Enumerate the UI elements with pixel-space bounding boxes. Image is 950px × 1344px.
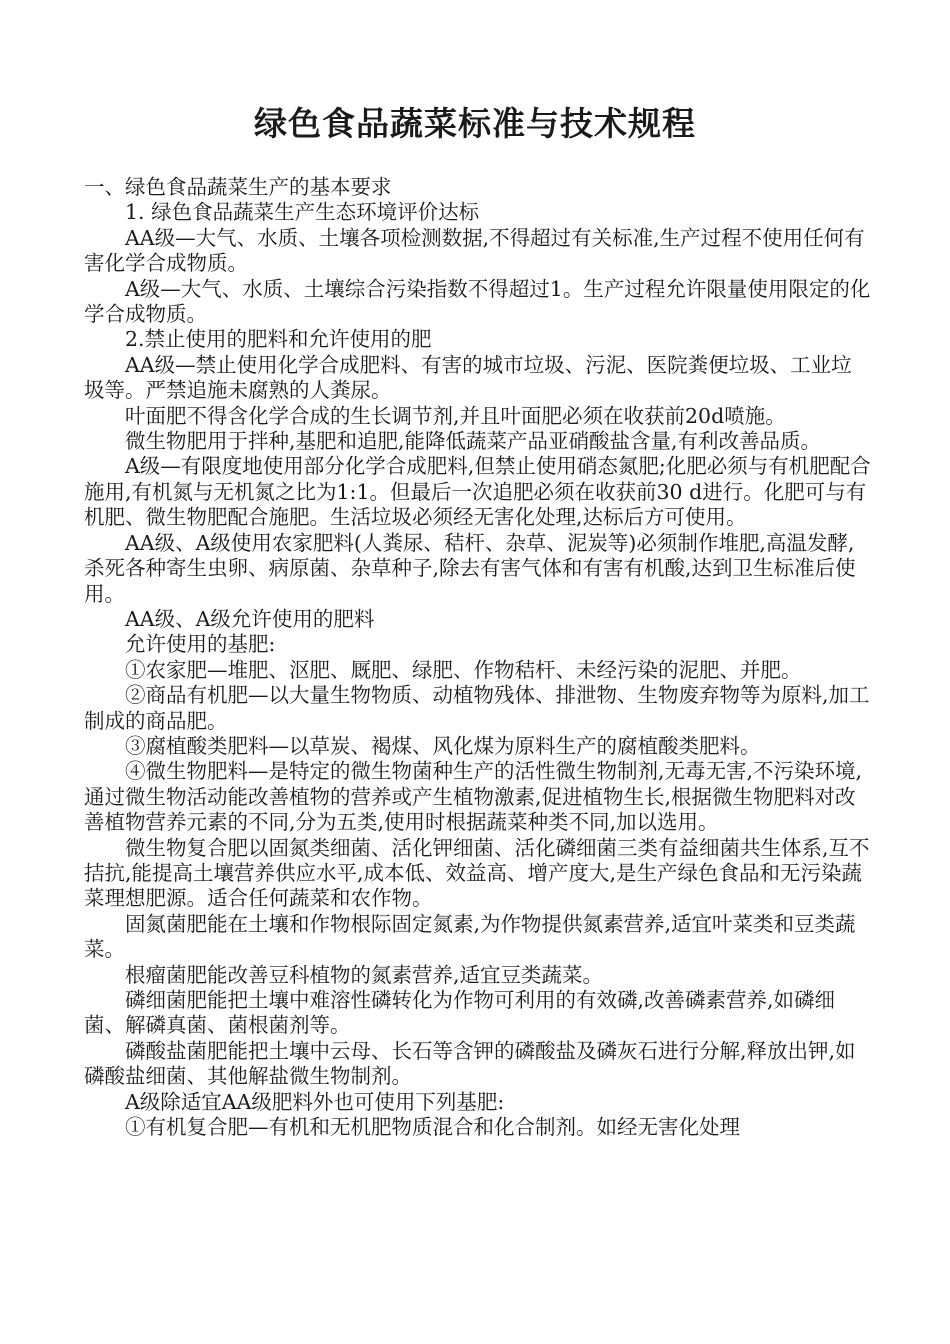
paragraph: ①有机复合肥—有机和无机肥物质混合和化合制剂。如经无害化处理 [125,1115,740,1140]
paragraph: 磷细菌肥能把土壤中难溶性磷转化为作物可利用的有效磷,改善磷素营养,如磷细菌、解磷真菌、菌根菌剂等。 [84,988,836,1038]
paragraph: ①农家肥—堆肥、沤肥、厩肥、绿肥、作物秸杆、未经污染的泥肥、并肥。 [125,657,802,682]
paragraph: 微生物肥用于拌种,基肥和追肥,能降低蔬菜产品亚硝酸盐含量,有利改善品质。 [125,429,822,454]
paragraph: ④微生物肥料—是特定的微生物菌种生产的活性微生物制剂,无毒无害,不污染环境,通过微生物活动能改善植物的营养或产生植物激素,促进植物生长,根据微生物肥料对改善植物营养元素的不同,分为五类,使用时根据蔬菜种类不同,加以选用。 [84,759,863,835]
paragraph: A级—有限度地使用部分化学合成肥料,但禁止使用硝态氮肥;化肥必须与有机肥配合施用,有机氮与无机氮之比为1:1。但最后一次追肥必须在收获前30 d进行。化肥可与有机肥、微生物肥配合施肥。生活垃圾必须经无害化处理,达标后方可使用。 [84,454,871,530]
paragraph: A级—大气、水质、土壤综合污染指数不得超过1。生产过程允许限量使用限定的化学合成物质。 [84,276,871,327]
document-body [84,175,872,1140]
paragraph: AA级、A级允许使用的肥料 [125,606,375,631]
paragraph: 固氮菌肥能在土壤和作物根际固定氮素,为作物提供氮素营养,适宜叶菜类和豆类蔬菜。 [84,911,856,962]
paragraph: 2.禁止使用的肥料和允许使用的肥 [125,327,432,352]
paragraph: 微生物复合肥以固氮类细菌、活化钾细菌、活化磷细菌三类有益细菌共生体系,互不拮抗,能提高土壤营养供应水平,成本低、效益高、增产度大,是生产绿色食品和无污染蔬菜理想肥源。适合任何蔬菜和农作物。 [84,835,870,911]
paragraph: 叶面肥不得含化学合成的生长调节剂,并且叶面肥必须在收获前20d喷施。 [125,403,786,428]
paragraph: ②商品有机肥—以大量生物物质、动植物残体、排泄物、生物废弃物等为原料,加工制成的商品肥。 [84,683,870,733]
paragraph: 1. 绿色食品蔬菜生产生态环境评价达标 [125,200,480,225]
paragraph: AA级—禁止使用化学合成肥料、有害的城市垃圾、污泥、医院粪便垃圾、工业垃圾等。严禁追施未腐熟的人粪尿。 [84,352,852,403]
paragraph: 磷酸盐菌肥能把土壤中云母、长石等含钾的磷酸盐及磷灰石进行分解,释放出钾,如磷酸盐细菌、其他解盐微生物制剂。 [84,1038,856,1089]
paragraph: 一、绿色食品蔬菜生产的基本要求 [84,175,392,199]
document-title: 绿色食品蔬菜标准与技术规程 [254,104,696,143]
paragraph: 根瘤菌肥能改善豆科植物的氮素营养,适宜豆类蔬菜。 [125,962,604,987]
paragraph: A级除适宜AA级肥料外也可使用下列基肥: [125,1089,505,1114]
paragraph: ③腐植酸类肥料—以草炭、褐煤、风化煤为原料生产的腐植酸类肥料。 [125,733,761,758]
paragraph: 允许使用的基肥: [125,632,276,657]
paragraph: AA级—大气、水质、土壤各项检测数据,不得超过有关标准,生产过程不使用任何有害化学合成物质。 [84,225,865,276]
paragraph: AA级、A级使用农家肥料(人粪尿、秸杆、杂草、泥炭等)必须制作堆肥,高温发酵,杀死各种寄生虫卵、病原菌、杂草种子,除去有害气体和有害有机酸,达到卫生标准后使用。 [84,530,856,606]
